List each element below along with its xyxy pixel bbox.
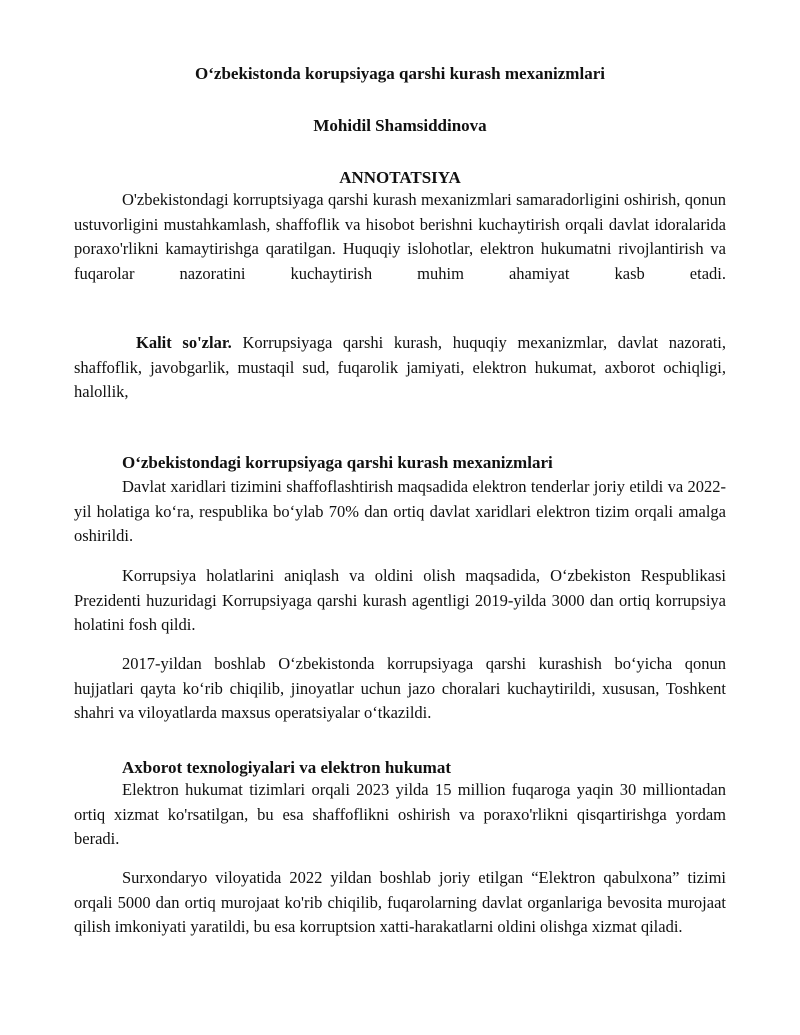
- paper-title: O‘zbekistonda korupsiyaga qarshi kurash mexanizmlari: [195, 64, 605, 83]
- section2-paragraph-2: Surxondaryo viloyatida 2022 yildan boshlab joriy etilgan “Elektron qabulxona” tizimi orqali 5000 dan ortiq murojaat ko'rib chiqilib, fuqarolarning davlat organlariga bevosita murojaat qilish imkoniyati yaratildi, bu esa korruptsion xatti-harakatlarni oldini olishga xizmat qiladi.: [74, 868, 726, 936]
- section1-paragraph-3: 2017-yildan boshlab O‘zbekistonda korrupsiyaga qarshi kurashish bo‘yicha qonun hujjatlari qayta ko‘rib chiqilib, jinoyatlar uchun jazo choralari kuchaytirildi, xususan, Toshkent shahri va viloyatlarda maxsus operatsiyalar o‘tkazildi.: [74, 654, 726, 722]
- section-heading-1: O‘zbekistondagi korrupsiyaga qarshi kurash mexanizmlari: [122, 453, 553, 472]
- section1-paragraph-1: Davlat xaridlari tizimini shaffoflashtirish maqsadida elektron tenderlar joriy etildi va 2022-yil holatiga ko‘ra, respublika bo‘ylab 70% dan ortiq davlat xaridlari elektron tizim orqali amalga oshirildi.: [74, 477, 726, 545]
- keywords-label: Kalit so'zlar.: [136, 333, 232, 352]
- annotation-heading: ANNOTATSIYA: [339, 168, 461, 187]
- section2-paragraph-1: Elektron hukumat tizimlari orqali 2023 yilda 15 million fuqaroga yaqin 30 milliontadan ortiq xizmat ko'rsatilgan, bu esa shaffoflikni oshirish va poraxo'rlikni qisqartirishga yordam beradi.: [74, 780, 726, 848]
- section1-paragraph-2: Korrupsiya holatlarini aniqlash va oldini olish maqsadida, O‘zbekiston Respublikasi Prezidenti huzuridagi Korrupsiyaga qarshi kurash agentligi 2019-yilda 3000 dan ortiq korrupsiya holatini fosh qildi.: [74, 566, 726, 634]
- annotation-text: O'zbekistondagi korruptsiyaga qarshi kurash mexanizmlari samaradorligini oshirish, qonun ustuvorligini mustahkamlash, shaffoflik va hisobot berishni kuchaytirish orqali davlat idoralarida poraxo'rlikni kamaytirishga qaratilgan. Huquqiy islohotlar, elektron hukumatni rivojlantirish va fuqarolar nazoratini kuchaytirish muhim ahamiyat kasb etadi.: [74, 190, 726, 283]
- author-name: Mohidil Shamsiddinova: [313, 116, 487, 135]
- keywords-paragraph: [74, 331, 726, 405]
- section-heading-2: Axborot texnologiyalari va elektron hukumat: [122, 758, 451, 777]
- keywords-text: Korrupsiyaga qarshi kurash, huquqiy mexanizmlar, davlat nazorati, shaffoflik, javobgarlik, mustaqil sud, fuqarolik jamiyati, elektron hukumat, axborot ochiqligi, halollik,: [74, 333, 726, 401]
